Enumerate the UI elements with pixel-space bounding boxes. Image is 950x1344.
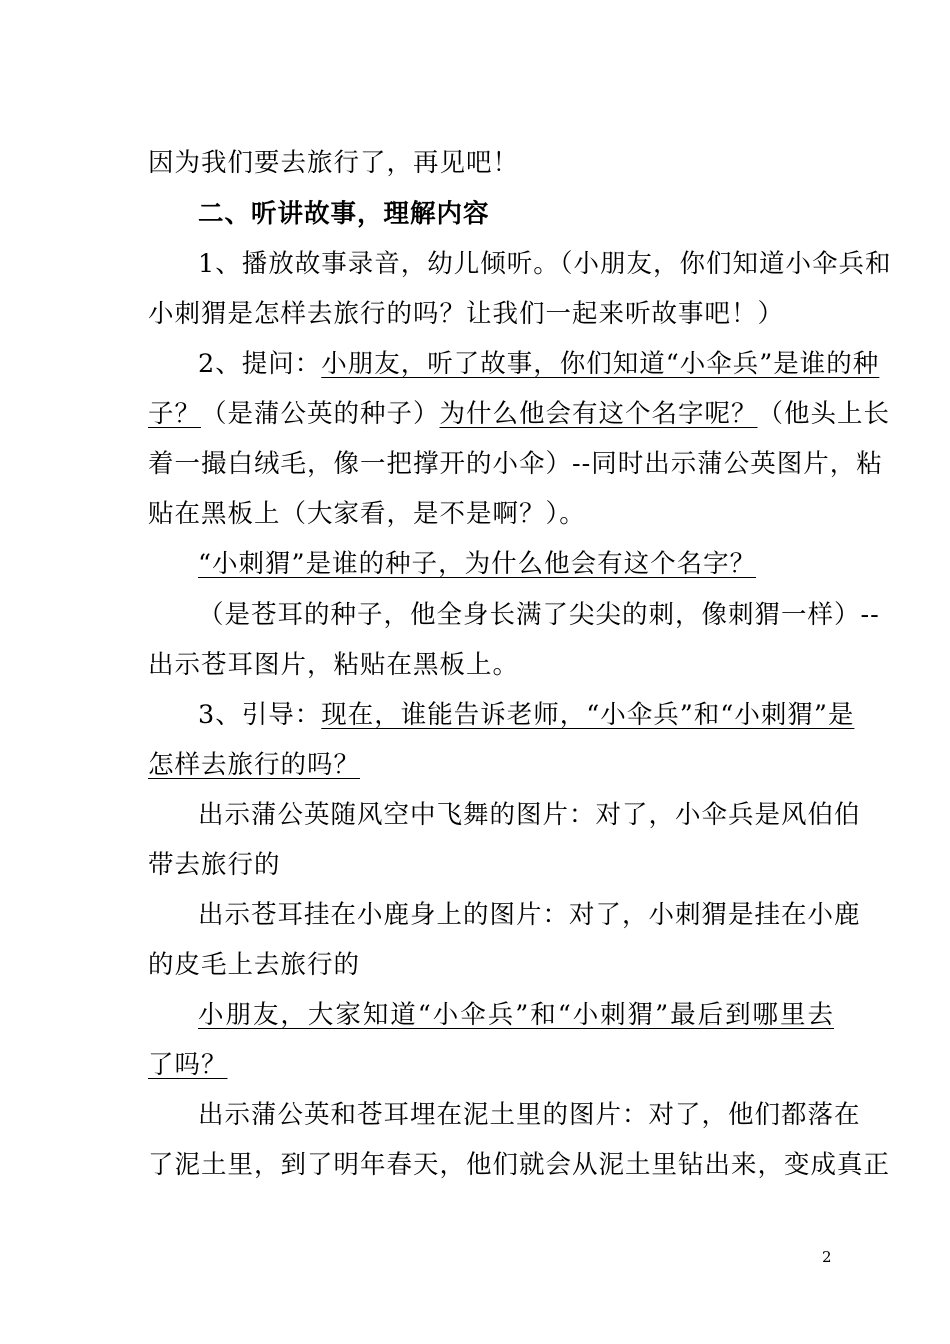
answer-text: （是蒲公英的种子） xyxy=(201,399,440,429)
paragraph-line: （是苍耳的种子，他全身长满了尖尖的刺，像刺猬一样）-- xyxy=(198,600,880,630)
underlined-question: 为什么他会有这个名字呢？ xyxy=(439,399,758,429)
paragraph-line: 因为我们要去旅行了，再见吧！ xyxy=(148,148,520,178)
underlined-question: 子？ xyxy=(148,399,202,429)
paragraph-line: 出示蒲公英和苍耳埋在泥土里的图片：对了，他们都落在 xyxy=(198,1100,861,1130)
paragraph-line: 着一撮白绒毛，像一把撑开的小伞）--同时出示蒲公英图片，粘 xyxy=(148,449,883,479)
paragraph-line: 1、播放故事录音，幼儿倾听。（小朋友，你们知道小伞兵和 xyxy=(198,249,892,279)
paragraph-line xyxy=(148,1048,838,1082)
underlined-question: “小刺猬”是谁的种子，为什么他会有这个名字？ xyxy=(198,549,757,579)
paragraph-line xyxy=(198,998,834,1032)
underlined-question: 怎样去旅行的吗？ xyxy=(148,750,361,780)
underlined-question: 小朋友，听了故事，你们知道“小伞兵”是谁的种 xyxy=(321,349,880,379)
question-label: 3、引导： xyxy=(198,700,322,730)
paragraph-line: 了泥土里，到了明年春天，他们就会从泥土里钻出来，变成真正 xyxy=(148,1150,891,1180)
paragraph-line xyxy=(198,698,855,732)
paragraph-line: 出示苍耳挂在小鹿身上的图片：对了，小刺猬是挂在小鹿 xyxy=(198,900,861,930)
paragraph-line: 小刺猬是怎样去旅行的吗？让我们一起来听故事吧！） xyxy=(148,299,785,329)
page-number: 2 xyxy=(822,1248,832,1266)
paragraph-line xyxy=(198,547,834,581)
answer-text: （他头上长 xyxy=(757,399,891,429)
paragraph-line: 出示蒲公英随风空中飞舞的图片：对了，小伞兵是风伯伯 xyxy=(198,800,861,830)
paragraph-line: 出示苍耳图片，粘贴在黑板上。 xyxy=(148,650,520,680)
paragraph-line xyxy=(148,397,891,431)
section-heading: 二、听讲故事，理解内容 xyxy=(198,199,490,229)
underlined-question: 了吗？ xyxy=(148,1050,228,1080)
paragraph-line xyxy=(198,347,880,381)
underlined-question: 小朋友，大家知道“小伞兵”和“小刺猬”最后到哪里去 xyxy=(198,1000,834,1030)
question-label: 2、提问： xyxy=(198,349,322,379)
paragraph-line: 贴在黑板上（大家看，是不是啊？）。 xyxy=(148,499,586,529)
paragraph-line: 带去旅行的 xyxy=(148,850,281,880)
paragraph-line xyxy=(148,748,838,782)
underlined-question: 现在，谁能告诉老师，“小伞兵”和“小刺猬”是 xyxy=(321,700,855,730)
paragraph-line: 的皮毛上去旅行的 xyxy=(148,950,361,980)
